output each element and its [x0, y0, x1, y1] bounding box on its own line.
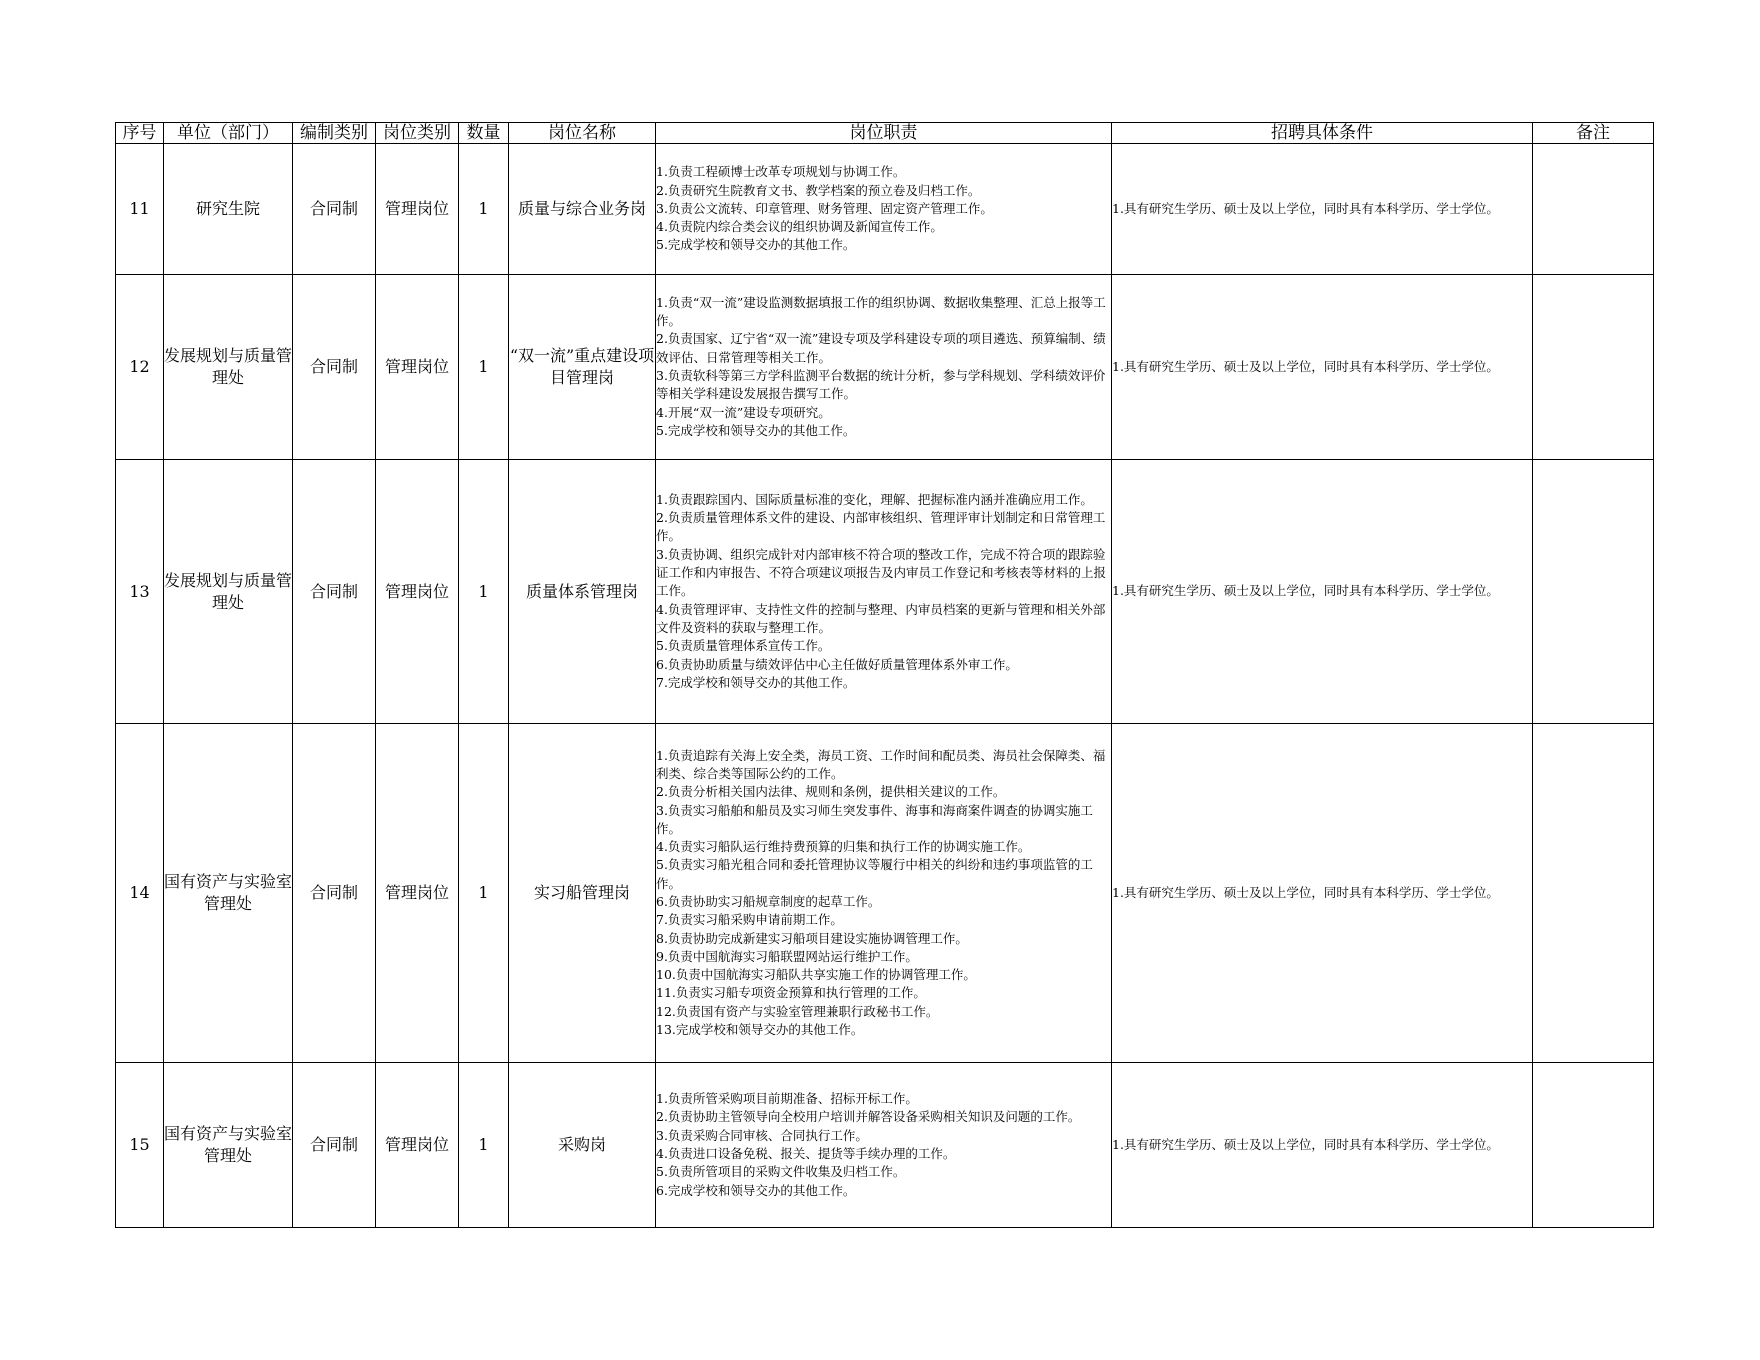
row-no: 15: [116, 1063, 164, 1228]
duty-item: 6.负责协助实习船规章制度的起草工作。: [656, 894, 881, 909]
duty-item: 3.负责采购合同审核、合同执行工作。: [656, 1127, 868, 1143]
duty-item: 2.负责研究生院教育文书、教学档案的预立卷及归档工作。: [656, 182, 981, 198]
row-category: 管理岗位: [376, 724, 459, 1063]
row-staffing: 合同制: [293, 1063, 376, 1228]
row-position: 采购岗: [509, 1063, 656, 1228]
header-staffing: 编制类别: [293, 123, 376, 144]
duty-item: 8.负责协助完成新建实习船项目建设实施协调管理工作。: [656, 930, 968, 946]
row-category: 管理岗位: [376, 460, 459, 724]
table-row: [116, 144, 1654, 275]
duty-item: 12.负责国有资产与实验室管理兼职行政秘书工作。: [656, 1003, 939, 1019]
row-unit: 发展规划与质量管理处: [164, 460, 293, 724]
duty-item: 4.开展“双一流”建设专项研究。: [656, 404, 831, 420]
table-row: [116, 275, 1654, 460]
row-count: 1: [459, 275, 509, 460]
row-conditions: 1.具有研究生学历、硕士及以上学位，同时具有本科学历、学士学位。: [1112, 1063, 1533, 1228]
row-unit: 研究生院: [164, 144, 293, 275]
header-no: 序号: [116, 123, 164, 144]
duty-item: 5.负责质量管理体系宣传工作。: [656, 638, 831, 654]
duty-item: 2.负责国家、辽宁省“双一流”建设专项及学科建设专项的项目遴选、预算编制、绩效评估、日常管理等相关工作。: [656, 331, 1106, 365]
row-no: 11: [116, 144, 164, 275]
duty-item: 7.完成学校和领导交办的其他工作。: [656, 674, 856, 690]
duty-item: 3.负责实习船舶和船员及实习师生突发事件、海事和海商案件调查的协调实施工作。: [656, 802, 1093, 836]
header-conditions: 招聘具体条件: [1112, 123, 1533, 144]
row-count: 1: [459, 724, 509, 1063]
row-category: 管理岗位: [376, 1063, 459, 1228]
row-duties: [656, 144, 1112, 275]
row-staffing: 合同制: [293, 724, 376, 1063]
row-count: 1: [459, 144, 509, 275]
header-position: 岗位名称: [509, 123, 656, 144]
row-duties: [656, 460, 1112, 724]
duty-item: 13.完成学校和领导交办的其他工作。: [656, 1022, 864, 1038]
row-remark: [1533, 1063, 1654, 1228]
duty-item: 11.负责实习船专项资金预算和执行管理的工作。: [656, 985, 926, 1001]
duty-item: 5.完成学校和领导交办的其他工作。: [656, 422, 856, 438]
row-staffing: 合同制: [293, 144, 376, 275]
duty-item: 2.负责协助主管领导向全校用户培训并解答设备采购相关知识及问题的工作。: [656, 1109, 1081, 1125]
row-remark: [1533, 724, 1654, 1063]
row-position: 实习船管理岗: [509, 724, 656, 1063]
duty-item: 10.负责中国航海实习船队共享实施工作的协调管理工作。: [656, 967, 976, 983]
header-unit: 单位（部门）: [164, 123, 293, 144]
row-conditions: 1.具有研究生学历、硕士及以上学位，同时具有本科学历、学士学位。: [1112, 275, 1533, 460]
row-no: 13: [116, 460, 164, 724]
row-duties: [656, 275, 1112, 460]
duty-item: 9.负责中国航海实习船联盟网站运行维护工作。: [656, 948, 918, 964]
row-position: 质量体系管理岗: [509, 460, 656, 724]
duty-item: 3.负责协调、组织完成针对内部审核不符合项的整改工作，完成不符合项的跟踪验证工作和内审报告、不符合项建议项报告及内审员工作登记和考核表等材料的上报工作。: [656, 546, 1107, 599]
row-unit: 发展规划与质量管理处: [164, 275, 293, 460]
header-count: 数量: [459, 123, 509, 144]
duty-item: 2.负责分析相关国内法律、规则和条例，提供相关建议的工作。: [656, 784, 1006, 800]
row-count: 1: [459, 460, 509, 724]
duty-item: 5.完成学校和领导交办的其他工作。: [656, 237, 856, 253]
row-no: 14: [116, 724, 164, 1063]
duty-item: 4.负责进口设备免税、报关、提货等手续办理的工作。: [656, 1146, 956, 1161]
row-category: 管理岗位: [376, 275, 459, 460]
row-conditions: 1.具有研究生学历、硕士及以上学位，同时具有本科学历、学士学位。: [1112, 460, 1533, 724]
row-count: 1: [459, 1063, 509, 1228]
header-row: [116, 123, 1654, 144]
row-remark: [1533, 144, 1654, 275]
row-remark: [1533, 460, 1654, 724]
row-conditions: 1.具有研究生学历、硕士及以上学位，同时具有本科学历、学士学位。: [1112, 144, 1533, 275]
row-no: 12: [116, 275, 164, 460]
duty-item: 3.负责公文流转、印章管理、财务管理、固定资产管理工作。: [656, 200, 993, 216]
duty-item: 1.负责追踪有关海上安全类，海员工资、工作时间和配员类、海员社会保障类、福利类、综合类等国际公约的工作。: [656, 747, 1106, 781]
header-remark: 备注: [1533, 123, 1654, 144]
duty-item: 4.负责院内综合类会议的组织协调及新闻宣传工作。: [656, 219, 943, 235]
header-category: 岗位类别: [376, 123, 459, 144]
row-category: 管理岗位: [376, 144, 459, 275]
header-duties: 岗位职责: [656, 123, 1112, 144]
duty-item: 1.负责所管采购项目前期准备、招标开标工作。: [656, 1091, 918, 1107]
duty-item: 6.完成学校和领导交办的其他工作。: [656, 1182, 856, 1198]
duty-item: 4.负责实习船队运行维持费预算的归集和执行工作的协调实施工作。: [656, 839, 1031, 855]
duty-item: 4.负责管理评审、支持性文件的控制与整理、内审员档案的更新与管理和相关外部文件及资料的获取与整理工作。: [656, 601, 1106, 635]
row-remark: [1533, 275, 1654, 460]
duty-item: 2.负责质量管理体系文件的建设、内部审核组织、管理评审计划制定和日常管理工作。: [656, 510, 1106, 544]
row-duties: [656, 724, 1112, 1063]
table-row: [116, 460, 1654, 724]
row-unit: 国有资产与实验室管理处: [164, 1063, 293, 1228]
row-staffing: 合同制: [293, 275, 376, 460]
table-row: [116, 1063, 1654, 1228]
duty-item: 5.负责所管项目的采购文件收集及归档工作。: [656, 1164, 906, 1180]
row-position: “双一流”重点建设项目管理岗: [509, 275, 656, 460]
row-position: 质量与综合业务岗: [509, 144, 656, 275]
duty-item: 5.负责实习船光租合同和委托管理协议等履行中相关的纠纷和违约事项监管的工作。: [656, 857, 1093, 891]
row-unit: 国有资产与实验室管理处: [164, 724, 293, 1063]
row-staffing: 合同制: [293, 460, 376, 724]
row-conditions: 1.具有研究生学历、硕士及以上学位，同时具有本科学历、学士学位。: [1112, 724, 1533, 1063]
duty-item: 1.负责跟踪国内、国际质量标准的变化，理解、把握标准内涵并准确应用工作。: [656, 491, 1093, 507]
duty-item: 1.负责“双一流”建设监测数据填报工作的组织协调、数据收集整理、汇总上报等工作。: [656, 294, 1106, 329]
table-row: [116, 724, 1654, 1063]
duty-item: 6.负责协助质量与绩效评估中心主任做好质量管理体系外审工作。: [656, 656, 1018, 672]
row-duties: [656, 1063, 1112, 1228]
duty-item: 3.负责软科等第三方学科监测平台数据的统计分析，参与学科规划、学科绩效评价等相关学科建设发展报告撰写工作。: [656, 368, 1106, 402]
duty-item: 7.负责实习船采购申请前期工作。: [656, 912, 843, 928]
duty-item: 1.负责工程硕博士改革专项规划与协调工作。: [656, 164, 906, 180]
recruitment-table: [115, 122, 1654, 1228]
